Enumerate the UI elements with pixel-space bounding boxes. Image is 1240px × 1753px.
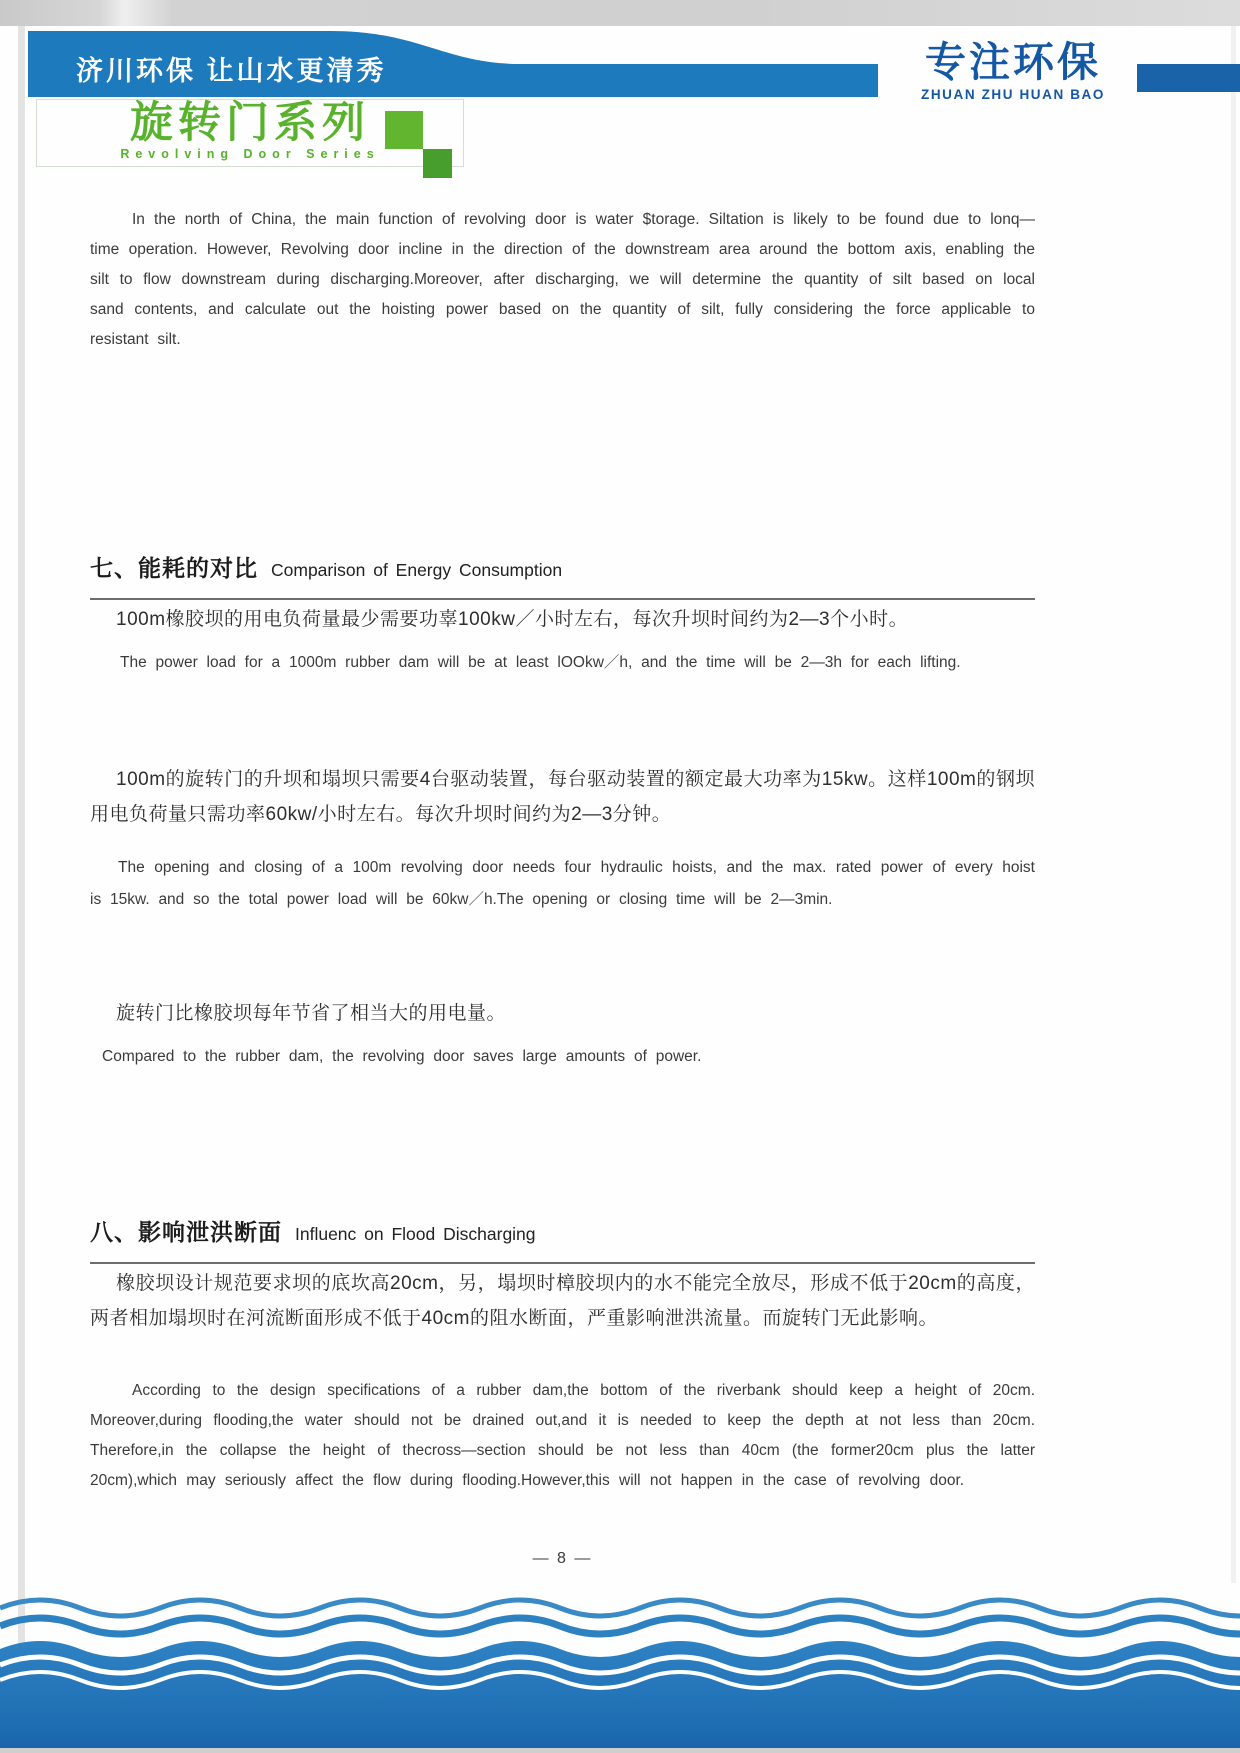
section-8-heading-zh: 八、影响泄洪断面 bbox=[90, 1219, 282, 1245]
section-8-paragraph-1-zh: 橡胶坝设计规范要求坝的底坎高20cm，另，塌坝时樟胶坝内的水不能完全放尽，形成不低于20cm的高度，两者相加塌坝时在河流断面形成不低于40cm的阻水断面，严重影响泄洪流量。而旋转门无此影响。 bbox=[90, 1273, 1035, 1329]
section-7-paragraph-3-zh: 旋转门比橡胶坝每年节省了相当大的用电量。 bbox=[116, 1003, 507, 1024]
section-7-paragraph-1-zh: 100m橡胶坝的用电负荷量最少需要功辜100kw／小时左右，每次升坝时间约为2—3个小时。 bbox=[116, 609, 909, 630]
green-square-icon bbox=[385, 111, 423, 149]
scan-edge-right bbox=[1231, 26, 1236, 1583]
section-7-paragraph-1-en: The power load for a 1000m rubber dam will be at least lOOkw／h, and the time will be 2—3h for each lifting. bbox=[120, 654, 961, 671]
section-7-heading-zh: 七、能耗的对比 bbox=[90, 555, 258, 581]
scan-edge-bottom bbox=[0, 1748, 1240, 1753]
brand-subtitle: ZHUAN ZHU HUAN BAO bbox=[920, 87, 1106, 103]
section-7-heading-en: Comparison of Energy Consumption bbox=[271, 560, 563, 580]
section-7-heading bbox=[90, 550, 1035, 600]
section-7-paragraph-3-en: Compared to the rubber dam, the revolving door saves large amounts of power. bbox=[102, 1048, 702, 1065]
intro-paragraph-en: In the north of China, the main function of revolving door is water $torage. Siltation is likely to be found due to lonq—time operation. However, Revolving door incline in the direction of the downstream area around the bottom axis, enabling the silt to flow downstream during discharging.Moreover, after discharging, we will determine the quantity of silt based on local sand contents, and calculate out the hoisting power based on the quantity of silt, fully considering the force applicable to resistant silt. bbox=[90, 211, 1035, 348]
section-7-paragraph-2-zh: 100m的旋转门的升坝和塌坝只需要4台驱动装置，每台驱动装置的额定最大功率为15kw。这样100m的钢坝用电负荷量只需功率60kw/小时左右。每次升坝时间约为2—3分钟。 bbox=[90, 769, 1035, 825]
series-subtitle: Revolving Door Series bbox=[120, 147, 380, 162]
header-right-bar bbox=[1137, 64, 1240, 92]
series-title: 旋转门系列 bbox=[130, 99, 370, 147]
green-square-small-icon bbox=[423, 149, 452, 178]
footer-wave-graphic bbox=[0, 1583, 1240, 1753]
brand-title: 专注环保 bbox=[925, 39, 1101, 85]
wave-stripe-1 bbox=[0, 1600, 1240, 1616]
scan-edge-left bbox=[18, 26, 25, 1746]
page-number: — 8 — bbox=[532, 1550, 593, 1567]
brand-logo bbox=[893, 40, 1133, 102]
wave-stripe-2 bbox=[0, 1618, 1240, 1634]
section-7-paragraph-2-en: The opening and closing of a 100m revolving door needs four hydraulic hoists, and the max. rated power of every hoist is 15kw. and so the total power load will be 60kw／h.The opening or closing time will be 2—3min. bbox=[90, 859, 1035, 908]
section-8-paragraph-1-en: According to the design specifications of a rubber dam,the bottom of the riverbank should keep a height of 20cm. Moreover,during flooding,the water should not be drained out,and it is needed to keep the depth at not less than 20cm. Therefore,in the collapse the height of thecross—section should be not less than 40cm (the former20cm plus the latter 20cm),which may seriously affect the flow during flooding.However,this will not happen in the case of revolving door. bbox=[90, 1382, 1035, 1489]
section-8-heading bbox=[90, 1214, 1035, 1264]
banner-slogan: 济川环保 让山水更清秀 bbox=[76, 56, 387, 86]
section-8-heading-en: Influenc on Flood Discharging bbox=[295, 1224, 536, 1244]
